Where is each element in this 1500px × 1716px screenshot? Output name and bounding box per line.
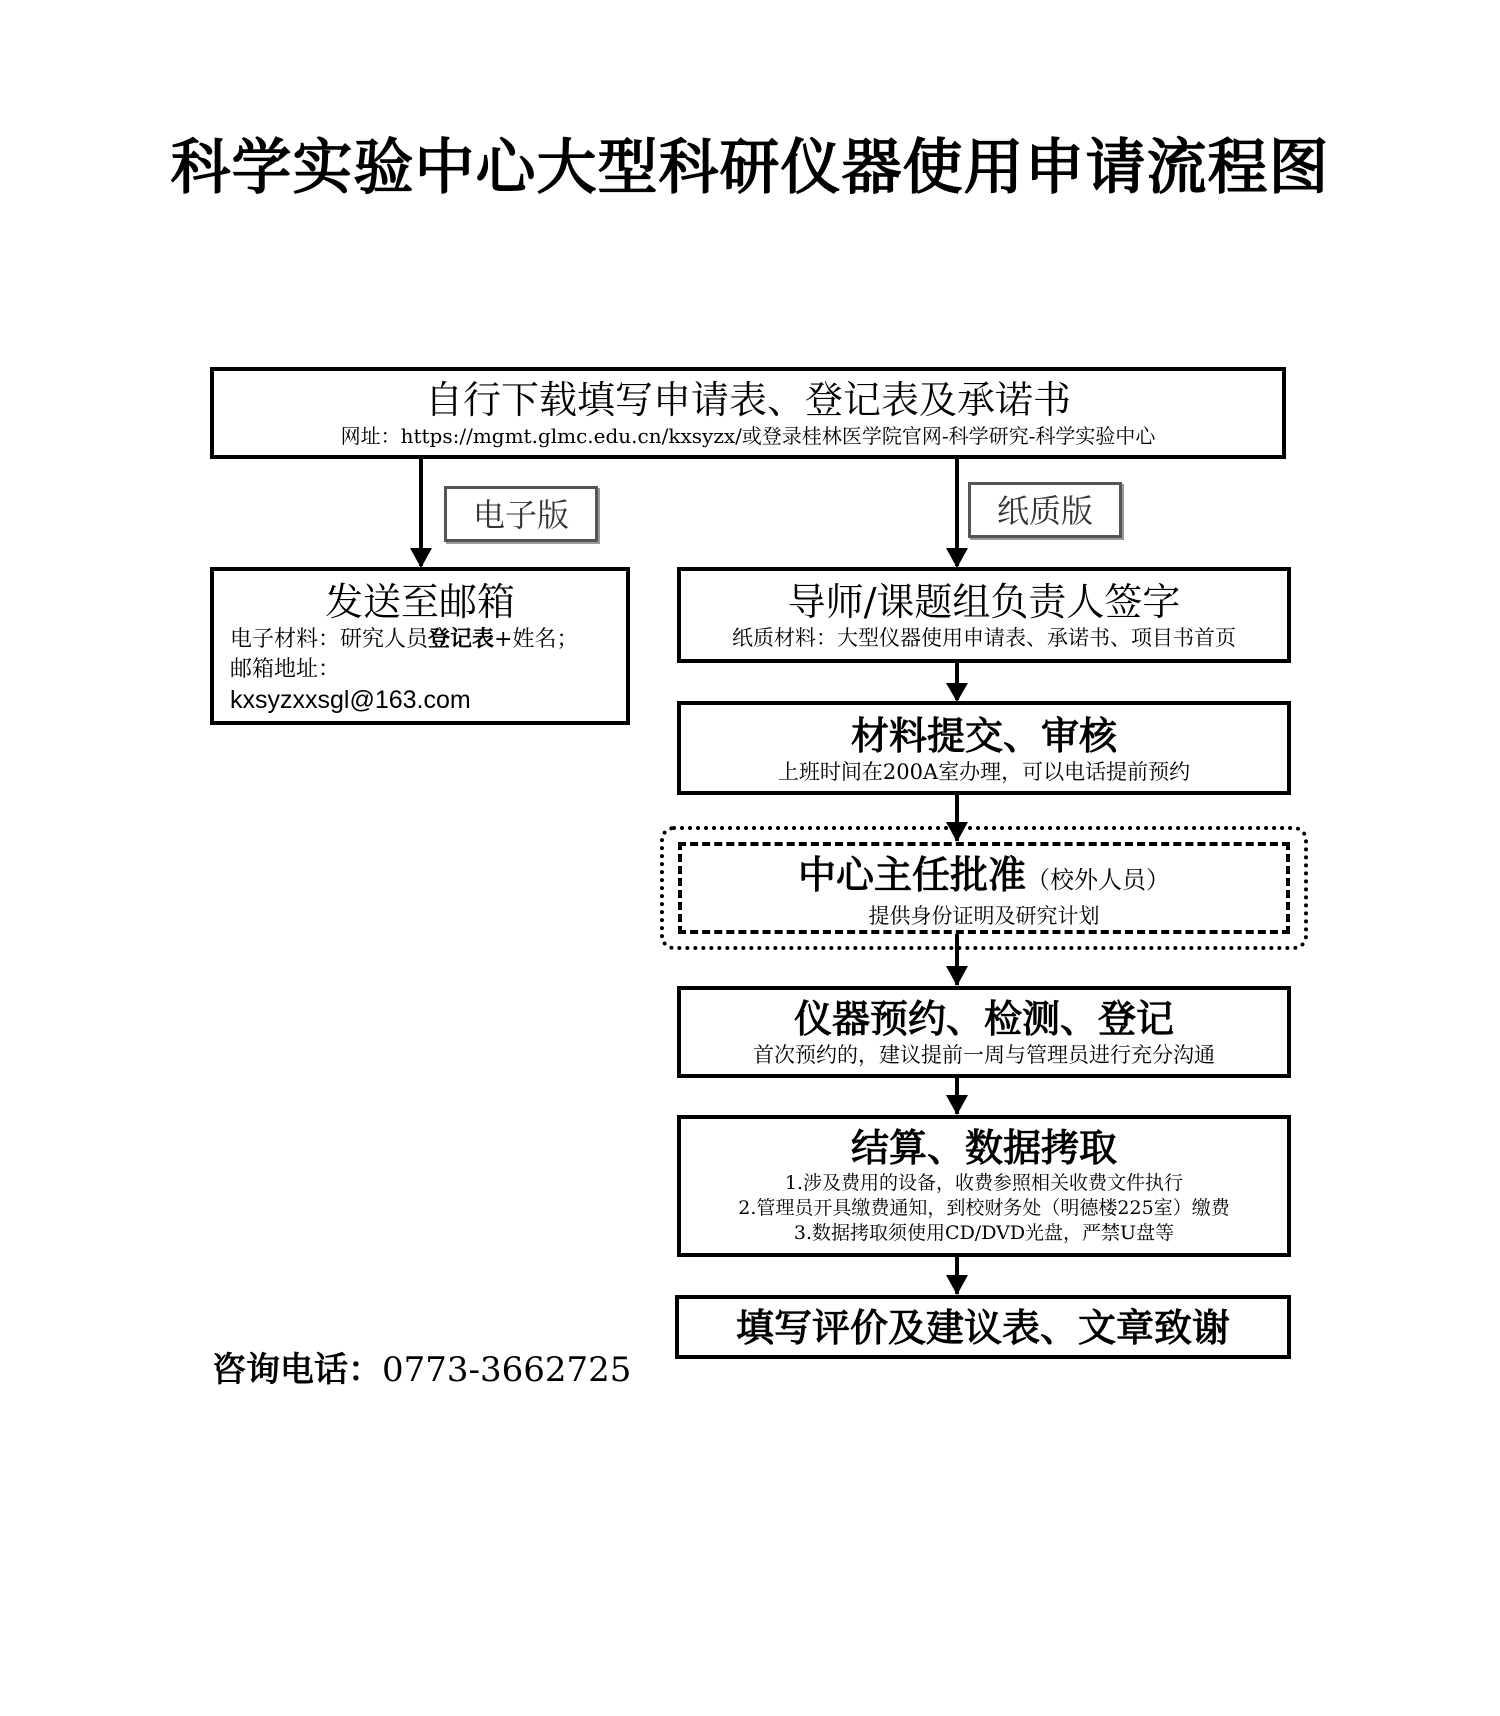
arrowhead-book [946,966,968,986]
step-instrument-booking [677,986,1291,1078]
step-book-title: 仪器预约、检测、登记 [793,997,1174,1041]
settle-item: 1.涉及费用的设备，收费参照相关收费文件执行 [784,1172,1184,1194]
arrowhead-settle [946,1095,968,1115]
branch-label-paper: 纸质版 [968,482,1122,538]
branch-label-electronic: 电子版 [444,486,598,542]
step-submit-review [677,701,1291,795]
contact-phone-number: 0773-3662725 [382,1350,632,1390]
step-email-title: 发送至邮箱 [324,580,515,624]
step-approve-title: 中心主任批准 [797,853,1026,897]
arrowhead-email [410,548,432,568]
email-materials-prefix: 电子材料：研究人员 [230,627,429,652]
step-settle-title: 结算、数据拷取 [850,1126,1117,1170]
email-materials-bold: 登记表 [428,627,495,652]
email-materials-line [230,625,626,655]
step-approve-sub: 提供身份证明及研究计划 [868,904,1100,928]
step-supervisor-sign [677,567,1291,663]
email-address: kxsyzxxsgl@163.com [230,686,471,714]
step-feedback-acknowledgement [675,1295,1291,1359]
step-send-email [210,567,630,725]
step-sign-sub: 纸质材料：大型仪器使用申请表、承诺书、项目书首页 [732,626,1236,650]
step-sign-title: 导师/课题组负责人签字 [787,580,1181,624]
step-download-forms [210,367,1286,459]
page-title: 科学实验中心大型科研仪器使用申请流程图 [170,133,1330,203]
email-address-label: 邮箱地址： [230,657,341,682]
step-director-approval [678,842,1290,934]
contact-phone [212,1342,631,1391]
step-download-url: 网址：https://mgmt.glmc.edu.cn/kxsyzx/或登录桂林医学院官网-科学研究-科学实验中心 [340,424,1156,448]
contact-phone-label: 咨询电话： [212,1350,382,1390]
arrowhead-sign [946,548,968,568]
step-book-sub: 首次预约的，建议提前一周与管理员进行充分沟通 [753,1043,1215,1067]
step-submit-sub: 上班时间在200A室办理，可以电话提前预约 [777,760,1191,784]
arrowhead-final [946,1275,968,1295]
step-final-title: 填写评价及建议表、文章致谢 [735,1306,1230,1350]
email-materials-suffix: +姓名； [494,627,579,652]
arrowhead-submit [946,683,968,702]
step-approve-title-line [682,852,1286,903]
settle-item: 2.管理员开具缴费通知，到校财务处（明德楼225室）缴费 [738,1197,1230,1219]
step-settlement-data [677,1115,1291,1257]
step-submit-title: 材料提交、审核 [850,714,1117,758]
step-download-title: 自行下载填写申请表、登记表及承诺书 [424,378,1071,422]
step-approve-note: （校外人员） [1026,866,1170,894]
settle-item: 3.数据拷取须使用CD/DVD光盘，严禁U盘等 [793,1222,1175,1244]
